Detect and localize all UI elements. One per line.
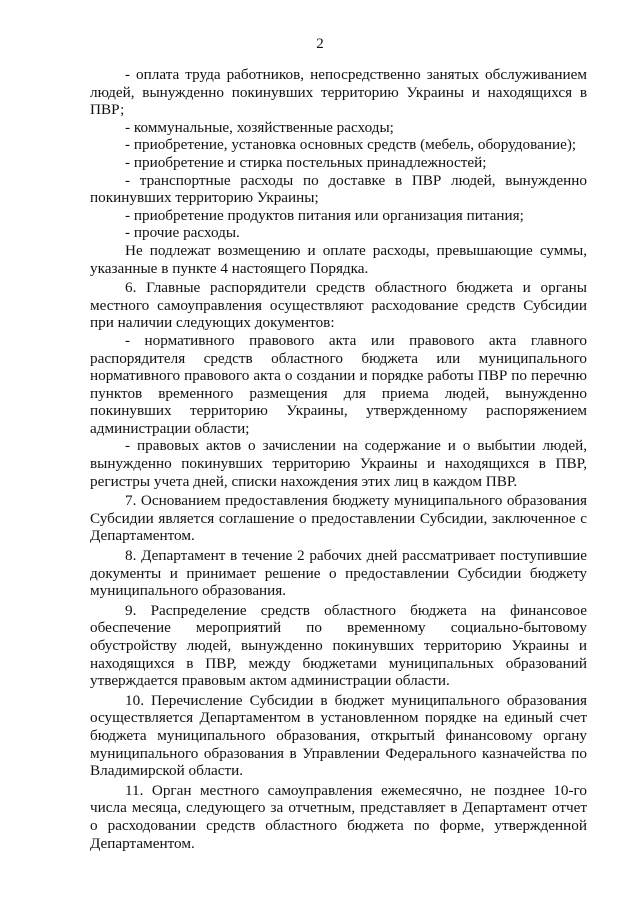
paragraph-expense-transport: - транспортные расходы по доставке в ПВР людей, вынужденно покинувших территорию Украины; — [90, 171, 587, 207]
paragraph-11: 11. Орган местного самоуправления ежемесячно, не позднее 10-го числа месяца, следующего за отчетным, представляет в Департамент отчет о расходовании средств областного бюджета по форме, утвержденной Департаментом. — [90, 781, 587, 852]
page-number: 2 — [316, 36, 324, 52]
paragraph-expense-fixed-assets: - приобретение, установка основных средств (мебель, оборудование); — [125, 136, 577, 154]
paragraph-10: 10. Перечисление Субсидии в бюджет муниципального образования осуществляется Департаментом в установленном порядке на единый счет бюджета муниципального образования, открытый финансовому органу муниципального образования в Управлении Федерального казначейства по Владимирской области. — [90, 691, 587, 780]
paragraph-expense-salary: - оплата труда работников, непосредственно занятых обслуживанием людей, вынужденно покинувших территорию Украины и находящихся в ПВР; — [90, 66, 587, 119]
paragraph-9: 9. Распределение средств областного бюджета на финансовое обеспечение мероприятий по временному социально-бытовому обустройству людей, вынужденно покинувших территорию Украины и находящихся в ПВР, между бюджетами муниципальных образований утверждается правовым актом администрации области. — [90, 601, 587, 690]
document-body — [90, 66, 587, 852]
paragraph-expense-bedding: - приобретение и стирка постельных принадлежностей; — [125, 153, 487, 171]
paragraph-expense-food: - приобретение продуктов питания или организация питания; — [125, 206, 524, 224]
paragraph-8: 8. Департамент в течение 2 рабочих дней рассматривает поступившие документы и принимает решение о предоставлении Субсидии бюджету муниципального образования. — [90, 547, 587, 600]
paragraph-7: 7. Основанием предоставления бюджету муниципального образования Субсидии является соглашение о предоставлении Субсидии, заключенное с Департаментом. — [90, 492, 587, 545]
paragraph-6-legal-acts: - правовых актов о зачислении на содержание и о выбытии людей, вынужденно покинувших территорию Украины и находящихся в ПВР, регистры учета дней, списки нахождения этих лиц в каждом ПВР. — [90, 437, 587, 490]
paragraph-expense-utilities: - коммунальные, хозяйственные расходы; — [125, 118, 394, 136]
paragraph-expense-other: - прочие расходы. — [125, 224, 240, 242]
paragraph-6: 6. Главные распорядители средств областного бюджета и органы местного самоуправления осуществляют расходование средств Субсидии при наличии следующих документов: — [90, 279, 587, 332]
paragraph-6-normative-act: - нормативного правового акта или правового акта главного распорядителя средств областного бюджета или муниципального нормативного правового акта о создании и порядке работы ПВР по перечню пунктов временного размещения для приема людей, вынужденно покинувших территорию Украины, утвержденному распоряжением администрации области; — [90, 331, 587, 437]
paragraph-no-reimbursement: Не подлежат возмещению и оплате расходы, превышающие суммы, указанные в пункте 4 настоящего Порядка. — [90, 241, 587, 277]
